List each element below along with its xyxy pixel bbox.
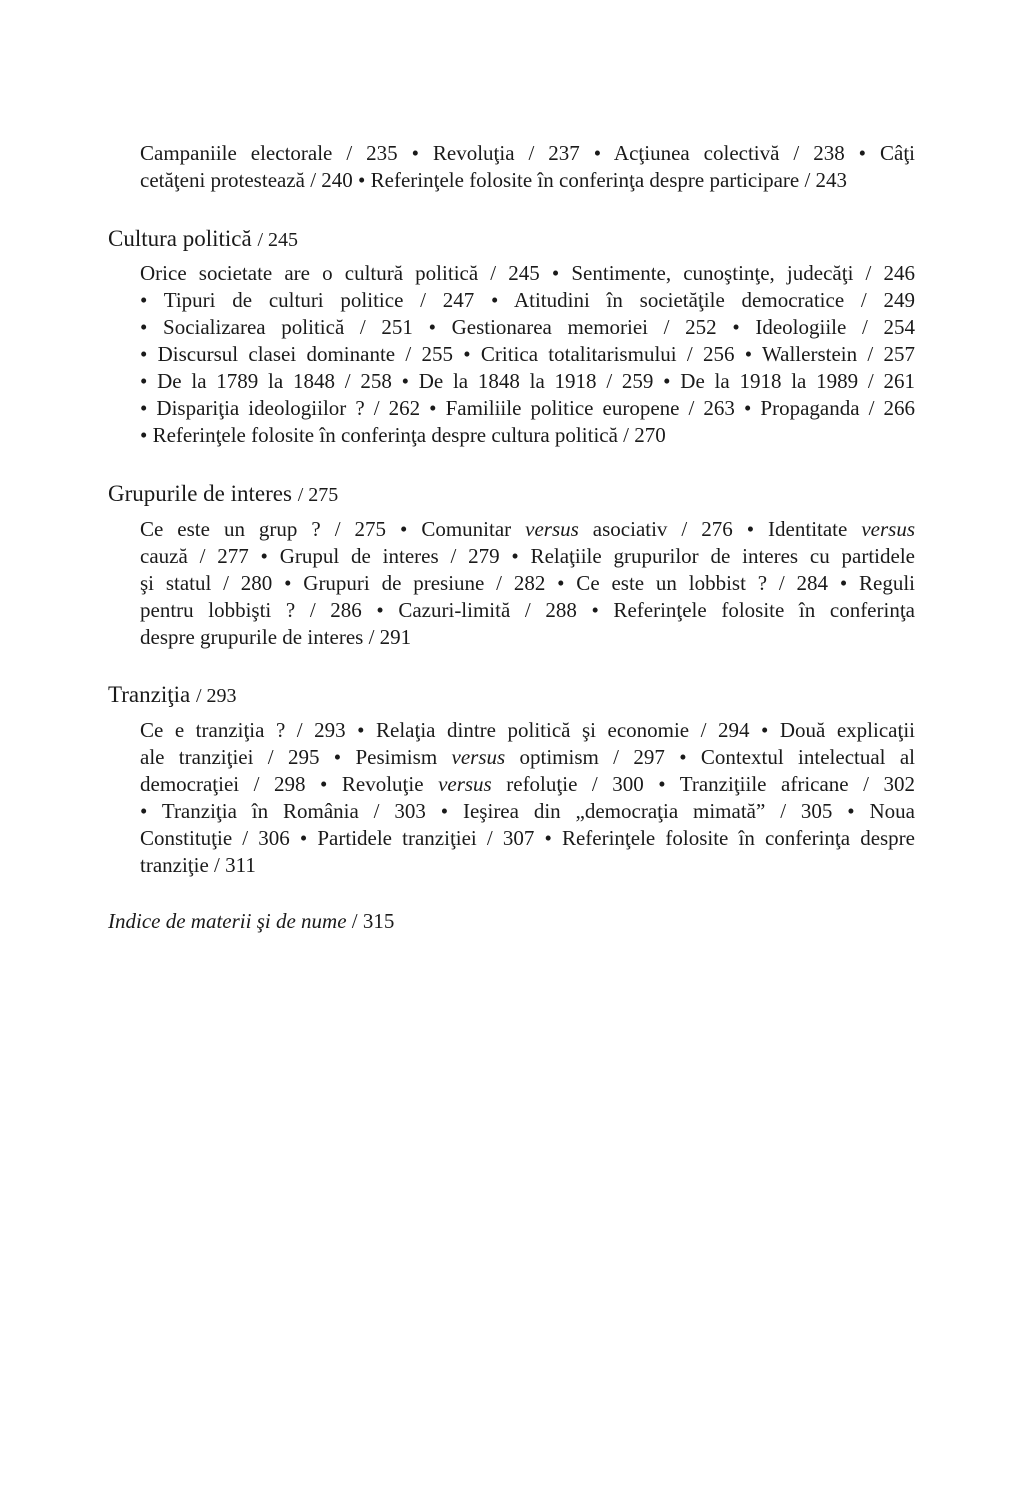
toc-line: şi statul / 280 • Grupuri de presiune / 282 • Ce este un lobbist ? / 284 • Reguli [140, 571, 915, 595]
index-title: Indice de materii şi de nume [108, 909, 347, 933]
participation-tail-entries [140, 140, 915, 194]
italic-term: versus [451, 745, 506, 769]
section-title: Tranziţia [108, 682, 191, 707]
italic-term: versus [438, 772, 492, 796]
toc-line: cetăţeni protestează / 240 • Referinţele folosite în conferinţa despre participare / 243 [140, 168, 848, 192]
toc-line: cauză / 277 • Grupul de interes / 279 • Relaţiile grupurilor de interes cu partidele [140, 544, 915, 568]
italic-term: versus [525, 517, 579, 541]
section-page: / 245 [257, 229, 299, 251]
section-entries-tranzitia [140, 717, 915, 879]
toc-line: Ce e tranziţia ? / 293 • Relaţia dintre politică şi economie / 294 • Două explicaţii [140, 718, 915, 742]
section-entries-grupurile-de-interes [140, 516, 915, 651]
section-heading-cultura-politica [108, 225, 298, 254]
section-title: Cultura politică [108, 226, 252, 251]
section-page: / 293 [195, 685, 237, 707]
toc-line: Constituţie / 306 • Partidele tranziţiei / 307 • Referinţele folosite în conferinţa despre [140, 826, 915, 850]
toc-line: • Referinţele folosite în conferinţa despre cultura politică / 270 [140, 423, 666, 447]
toc-line: ale tranziţiei / 295 • Pesimism versus optimism / 297 • Contextul intelectual al [140, 745, 915, 769]
toc-line: • Dispariţia ideologiilor ? / 262 • Familiile politice europene / 263 • Propaganda / 266 [140, 396, 915, 420]
section-heading-tranzitia [108, 681, 237, 710]
toc-line: despre grupurile de interes / 291 [140, 625, 412, 649]
toc-line: • Discursul clasei dominante / 255 • Critica totalitarismului / 256 • Wallerstein / 257 [140, 342, 915, 366]
italic-term: versus [861, 517, 915, 541]
toc-line: pentru lobbişti ? / 286 • Cazuri-limită / 288 • Referinţele folosite în conferinţa [140, 598, 915, 622]
section-page: / 275 [297, 484, 339, 506]
toc-line: Campaniile electorale / 235 • Revoluţia / 237 • Acţiunea colectivă / 238 • Câţi [140, 141, 915, 165]
section-heading-grupurile-de-interes [108, 480, 338, 509]
toc-line: • Socializarea politică / 251 • Gestionarea memoriei / 252 • Ideologiile / 254 [140, 315, 915, 339]
toc-line: Orice societate are o cultură politică / 245 • Sentimente, cunoştinţe, judecăţi / 246 [140, 261, 915, 285]
toc-line: • De la 1789 la 1848 / 258 • De la 1848 la 1918 / 259 • De la 1918 la 1989 / 261 [140, 369, 915, 393]
toc-line: democraţiei / 298 • Revoluţie versus refoluţie / 300 • Tranziţiile africane / 302 [140, 772, 915, 796]
toc-line: • Tipuri de culturi politice / 247 • Atitudini în societăţile democratice / 249 [140, 288, 915, 312]
toc-line: tranziţie / 311 [140, 853, 256, 877]
index-page: / 315 [351, 909, 395, 933]
toc-line: Ce este un grup ? / 275 • Comunitar versus asociativ / 276 • Identitate versus [140, 517, 915, 541]
section-entries-cultura-politica [140, 260, 915, 449]
toc-line: • Tranziţia în România / 303 • Ieşirea din „democraţia mimată” / 305 • Noua [140, 799, 915, 823]
index-entry [108, 908, 394, 935]
section-title: Grupurile de interes [108, 481, 292, 506]
